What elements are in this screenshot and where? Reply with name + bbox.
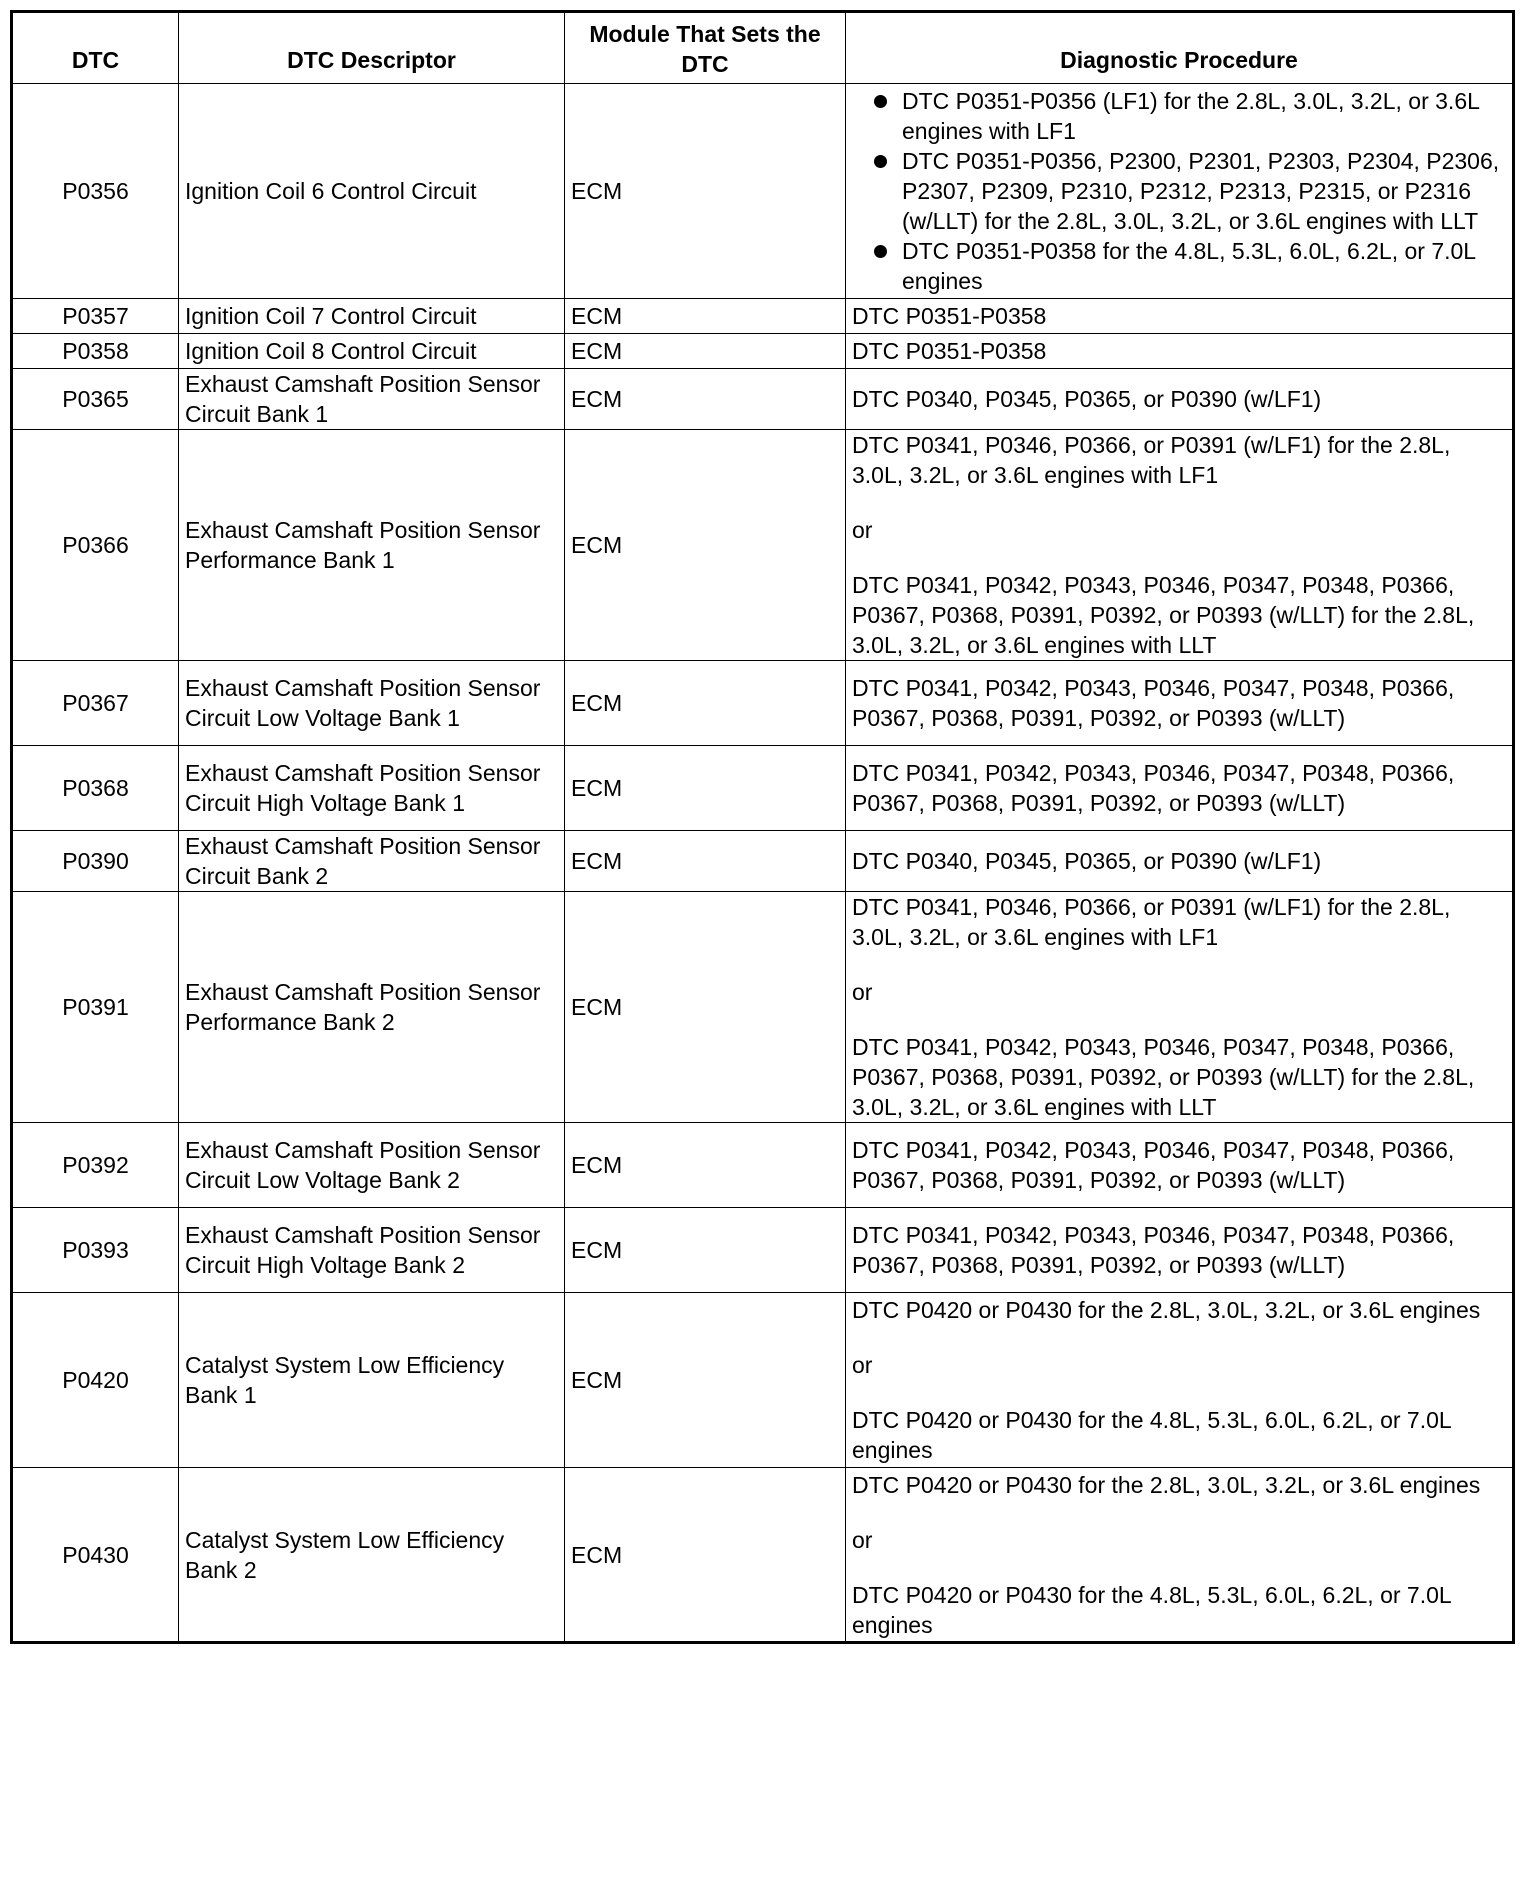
procedure-text: DTC P0341, P0346, P0366, or P0391 (w/LF1) for the 2.8L, 3.0L, 3.2L, or 3.6L engines with LF1 <box>852 432 1451 488</box>
dtc-table <box>10 10 1515 1644</box>
dtc-descriptor: Exhaust Camshaft Position Sensor Circuit High Voltage Bank 1 <box>179 746 565 831</box>
module-name: ECM <box>565 746 846 831</box>
procedure-text: DTC P0351-P0356 (LF1) for the 2.8L, 3.0L, 3.2L, or 3.6L engines with LF1 <box>902 88 1480 144</box>
module-name: ECM <box>565 1293 846 1468</box>
procedure-text: DTC P0341, P0342, P0343, P0346, P0347, P0348, P0366, P0367, P0368, P0391, P0392, or P0393 (w/LLT) <box>852 675 1455 731</box>
diagnostic-procedure <box>846 892 1514 1123</box>
diagnostic-procedure <box>846 1208 1514 1293</box>
dtc-code: P0392 <box>12 1123 179 1208</box>
dtc-code: P0391 <box>12 892 179 1123</box>
paragraph-gap <box>852 1325 1506 1350</box>
dtc-code: P0358 <box>12 334 179 369</box>
table-row <box>12 299 1514 334</box>
diagnostic-procedure <box>846 334 1514 369</box>
dtc-code: P0368 <box>12 746 179 831</box>
paragraph-gap <box>852 1555 1506 1580</box>
dtc-code: P0390 <box>12 831 179 892</box>
table-row <box>12 334 1514 369</box>
module-name: ECM <box>565 84 846 299</box>
dtc-code: P0357 <box>12 299 179 334</box>
dtc-code: P0356 <box>12 84 179 299</box>
dtc-code: P0367 <box>12 661 179 746</box>
procedure-text: DTC P0341, P0342, P0343, P0346, P0347, P0348, P0366, P0367, P0368, P0391, P0392, or P0393 (w/LLT) <box>852 1137 1455 1193</box>
table-row <box>12 746 1514 831</box>
paragraph-gap <box>852 1500 1506 1525</box>
procedure-or: or <box>852 1352 873 1378</box>
diagnostic-procedure <box>846 1293 1514 1468</box>
diagnostic-procedure <box>846 831 1514 892</box>
paragraph-gap <box>852 490 1506 515</box>
procedure-or: or <box>852 979 873 1005</box>
procedure-text: DTC P0340, P0345, P0365, or P0390 (w/LF1) <box>852 386 1322 412</box>
dtc-code: P0366 <box>12 430 179 661</box>
header-dtc: DTC <box>12 12 179 84</box>
diagnostic-procedure <box>846 299 1514 334</box>
table-row <box>12 1208 1514 1293</box>
header-module: Module That Sets the DTC <box>565 12 846 84</box>
procedure-or: or <box>852 517 873 543</box>
procedure-or: or <box>852 1526 873 1553</box>
procedure-text: DTC P0341, P0342, P0343, P0346, P0347, P0348, P0366, P0367, P0368, P0391, P0392, or P0393 (w/LLT) for the 2.8L, 3.0L, 3.2L, or 3.6L engines with LLT <box>852 572 1475 658</box>
bullet-icon <box>874 245 887 258</box>
diagnostic-procedure <box>846 1468 1514 1643</box>
dtc-code: P0420 <box>12 1293 179 1468</box>
table-row <box>12 430 1514 661</box>
dtc-descriptor: Exhaust Camshaft Position Sensor Circuit Bank 2 <box>179 831 565 892</box>
diagnostic-procedure <box>846 661 1514 746</box>
procedure-text: DTC P0420 or P0430 for the 2.8L, 3.0L, 3.2L, or 3.6L engines <box>852 1297 1481 1323</box>
diagnostic-procedure <box>846 1123 1514 1208</box>
dtc-code: P0393 <box>12 1208 179 1293</box>
dtc-descriptor: Exhaust Camshaft Position Sensor Circuit Bank 1 <box>179 369 565 430</box>
header-descriptor: DTC Descriptor <box>179 12 565 84</box>
diagnostic-procedure <box>846 84 1514 299</box>
module-name: ECM <box>565 661 846 746</box>
bullet-icon <box>874 95 887 108</box>
procedure-text: DTC P0341, P0346, P0366, or P0391 (w/LF1) for the 2.8L, 3.0L, 3.2L, or 3.6L engines with LF1 <box>852 894 1451 950</box>
dtc-code: P0365 <box>12 369 179 430</box>
module-name: ECM <box>565 430 846 661</box>
dtc-descriptor: Ignition Coil 6 Control Circuit <box>179 84 565 299</box>
module-name: ECM <box>565 334 846 369</box>
dtc-descriptor: Ignition Coil 8 Control Circuit <box>179 334 565 369</box>
dtc-code: P0430 <box>12 1468 179 1643</box>
paragraph-gap <box>852 1380 1506 1405</box>
table-body <box>12 84 1514 1643</box>
table-header <box>12 12 1514 84</box>
module-name: ECM <box>565 1468 846 1643</box>
dtc-descriptor: Exhaust Camshaft Position Sensor Performance Bank 1 <box>179 430 565 661</box>
procedure-item <box>852 146 1506 236</box>
header-procedure: Diagnostic Procedure <box>846 12 1514 84</box>
module-name: ECM <box>565 1208 846 1293</box>
module-name: ECM <box>565 369 846 430</box>
dtc-descriptor: Ignition Coil 7 Control Circuit <box>179 299 565 334</box>
procedure-text: DTC P0341, P0342, P0343, P0346, P0347, P0348, P0366, P0367, P0368, P0391, P0392, or P0393 (w/LLT) <box>852 760 1455 816</box>
table-row <box>12 661 1514 746</box>
procedure-text: DTC P0351-P0358 <box>852 338 1047 364</box>
procedure-text: DTC P0340, P0345, P0365, or P0390 (w/LF1) <box>852 848 1322 874</box>
procedure-text: DTC P0420 or P0430 for the 4.8L, 5.3L, 6.0L, 6.2L, or 7.0L engines <box>852 1407 1451 1463</box>
diagnostic-procedure <box>846 746 1514 831</box>
table-row <box>12 369 1514 430</box>
module-name: ECM <box>565 892 846 1123</box>
dtc-descriptor: Catalyst System Low Efficiency Bank 2 <box>179 1468 565 1643</box>
table-row <box>12 892 1514 1123</box>
dtc-descriptor: Exhaust Camshaft Position Sensor Circuit High Voltage Bank 2 <box>179 1208 565 1293</box>
dtc-descriptor: Catalyst System Low Efficiency Bank 1 <box>179 1293 565 1468</box>
module-name: ECM <box>565 831 846 892</box>
dtc-descriptor: Exhaust Camshaft Position Sensor Performance Bank 2 <box>179 892 565 1123</box>
procedure-text: DTC P0420 or P0430 for the 4.8L, 5.3L, 6.0L, 6.2L, or 7.0L engines <box>852 1581 1451 1638</box>
procedure-text: DTC P0341, P0342, P0343, P0346, P0347, P0348, P0366, P0367, P0368, P0391, P0392, or P0393 (w/LLT) for the 2.8L, 3.0L, 3.2L, or 3.6L engines with LLT <box>852 1034 1475 1120</box>
dtc-descriptor: Exhaust Camshaft Position Sensor Circuit Low Voltage Bank 2 <box>179 1123 565 1208</box>
table-row <box>12 1293 1514 1468</box>
table-row <box>12 84 1514 299</box>
paragraph-gap <box>852 952 1506 977</box>
diagnostic-procedure <box>846 430 1514 661</box>
procedure-text: DTC P0351-P0358 for the 4.8L, 5.3L, 6.0L, 6.2L, or 7.0L engines <box>902 238 1476 294</box>
diagnostic-procedure <box>846 369 1514 430</box>
procedure-text: DTC P0341, P0342, P0343, P0346, P0347, P0348, P0366, P0367, P0368, P0391, P0392, or P0393 (w/LLT) <box>852 1222 1455 1278</box>
bullet-icon <box>874 155 887 168</box>
table-row <box>12 831 1514 892</box>
paragraph-gap <box>852 545 1506 570</box>
table-row <box>12 1123 1514 1208</box>
paragraph-gap <box>852 1007 1506 1032</box>
header-row <box>12 12 1514 84</box>
dtc-descriptor: Exhaust Camshaft Position Sensor Circuit Low Voltage Bank 1 <box>179 661 565 746</box>
table-row <box>12 1468 1514 1643</box>
procedure-list <box>852 86 1506 296</box>
module-name: ECM <box>565 1123 846 1208</box>
procedure-text: DTC P0420 or P0430 for the 2.8L, 3.0L, 3.2L, or 3.6L engines <box>852 1471 1481 1498</box>
procedure-item <box>852 86 1506 146</box>
module-name: ECM <box>565 299 846 334</box>
procedure-text: DTC P0351-P0358 <box>852 303 1047 329</box>
procedure-item <box>852 236 1506 296</box>
procedure-text: DTC P0351-P0356, P2300, P2301, P2303, P2304, P2306, P2307, P2309, P2310, P2312, P2313, P2315, or P2316 (w/LLT) for the 2.8L, 3.0L, 3.2L, or 3.6L engines with LLT <box>902 148 1500 234</box>
